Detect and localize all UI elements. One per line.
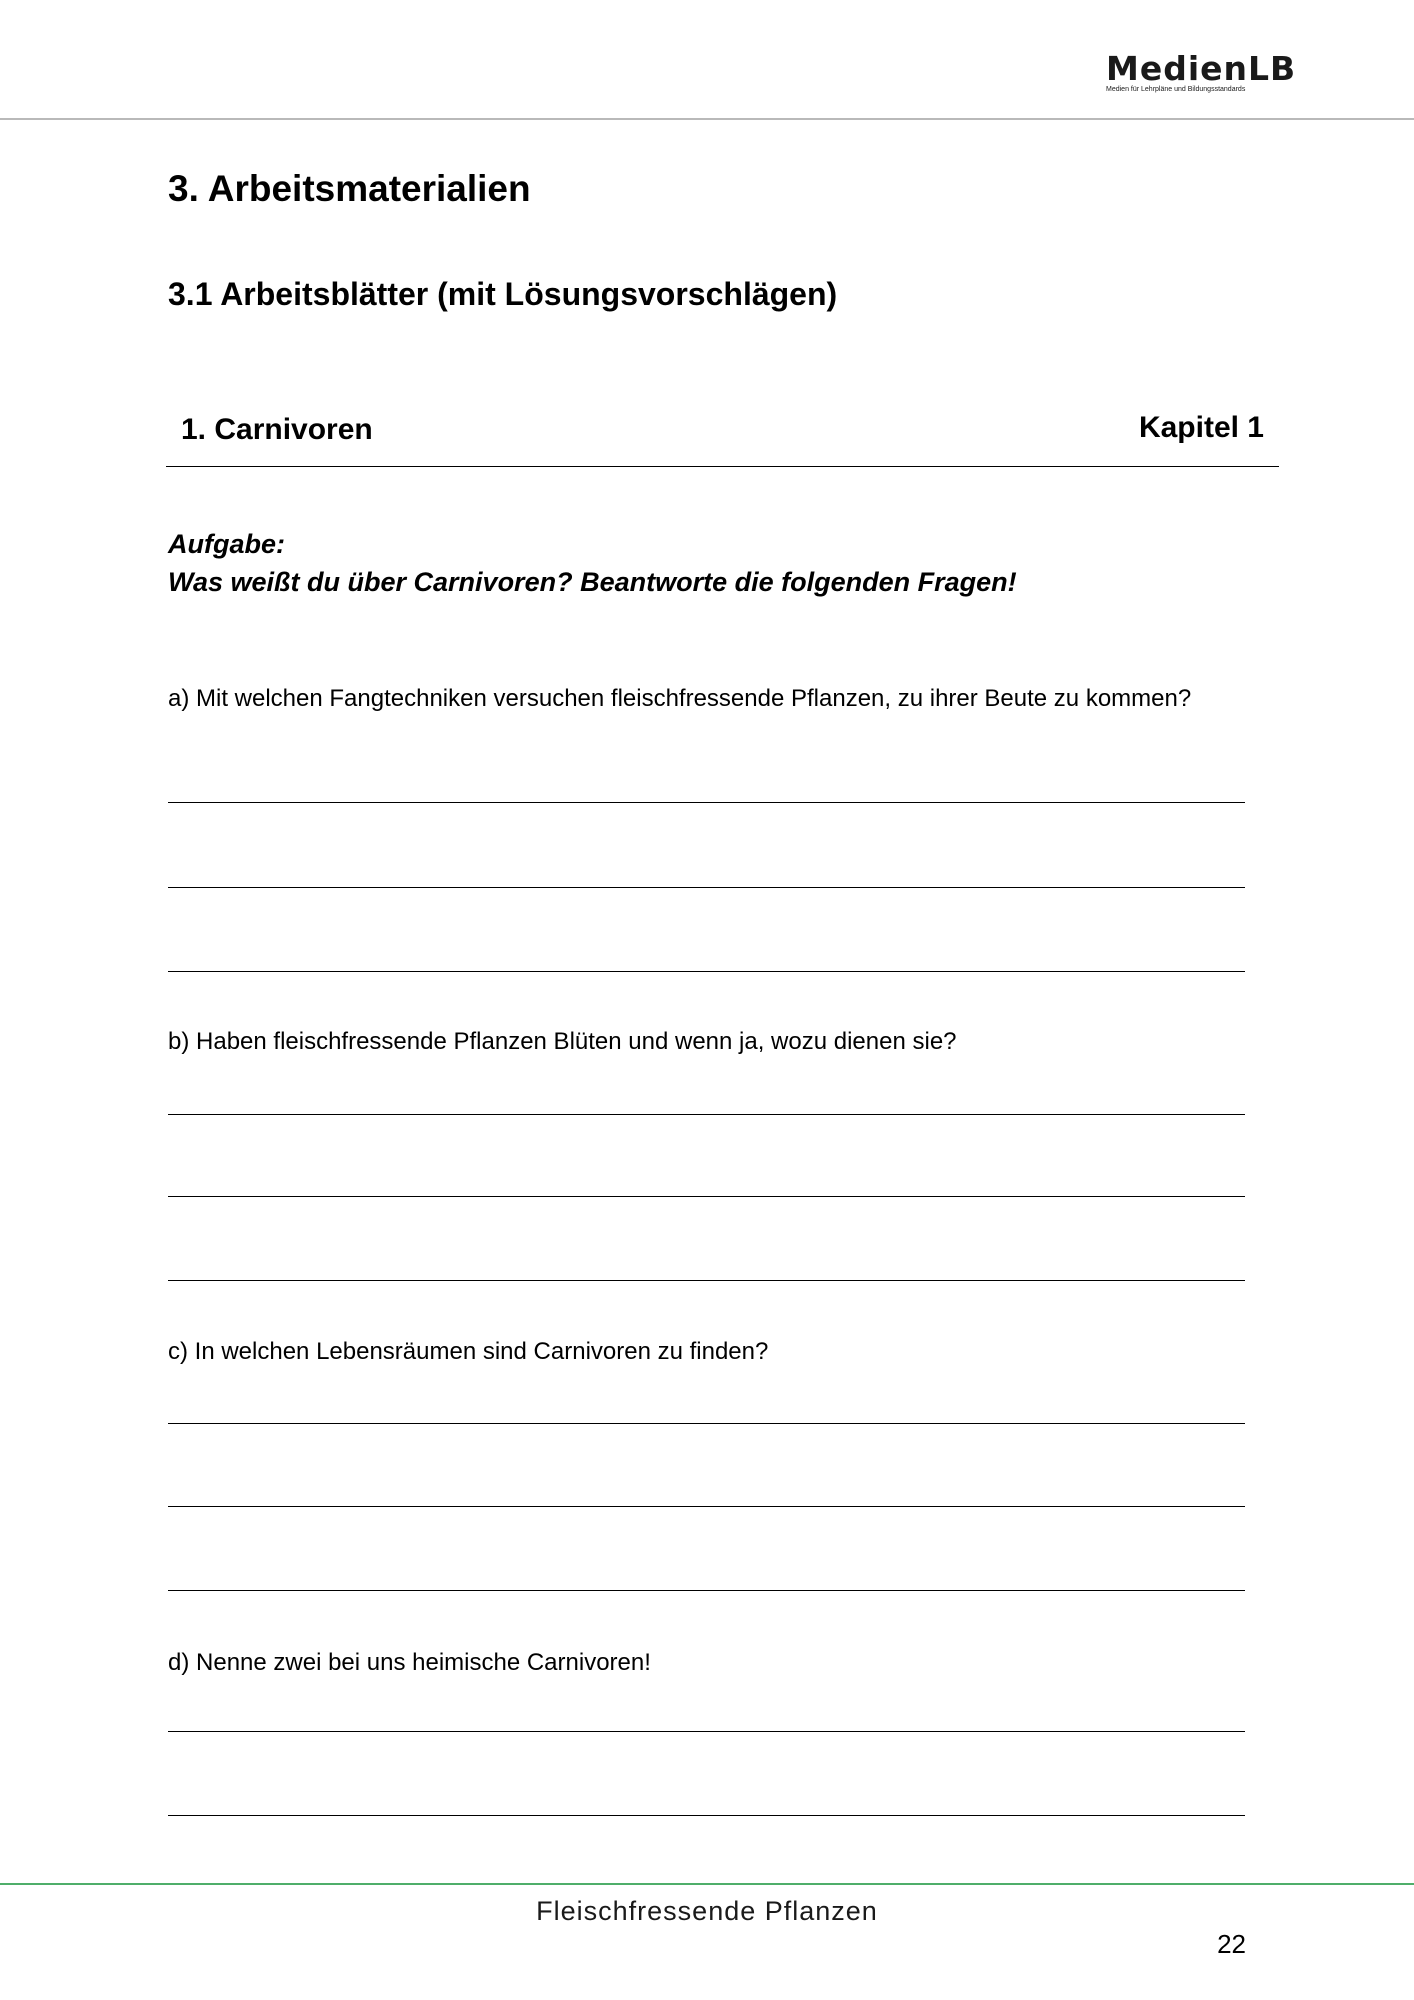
title-divider <box>166 466 1279 467</box>
chapter-label: Kapitel 1 <box>1138 411 1264 444</box>
answer-line <box>168 1196 1245 1197</box>
footer-title: Fleischfressende Pflanzen <box>536 1896 878 1926</box>
task-block <box>168 525 1017 601</box>
question-d: d) Nenne zwei bei uns heimische Carnivoren! <box>168 1649 651 1676</box>
medienlb-logo <box>1106 49 1297 93</box>
question-b: b) Haben fleischfressende Pflanzen Blüten und wenn ja, wozu dienen sie? <box>168 1028 957 1055</box>
header-divider <box>0 118 1414 120</box>
answer-line <box>168 887 1245 888</box>
answer-line <box>168 802 1245 803</box>
answer-line <box>168 1590 1245 1591</box>
answer-line <box>168 971 1245 972</box>
answer-line <box>168 1731 1245 1732</box>
page-number: 22 <box>1217 1929 1246 1959</box>
subsection-heading: 3.1 Arbeitsblätter (mit Lösungsvorschlägen) <box>168 276 838 312</box>
task-instruction: Was weißt du über Carnivoren? Beantworte die folgenden Fragen! <box>168 567 1017 597</box>
task-label: Aufgabe: <box>168 529 285 559</box>
answer-line <box>168 1815 1245 1816</box>
logo-subtitle: Medien für Lehrpläne und Bildungsstandards <box>1106 86 1246 93</box>
answer-line <box>168 1506 1245 1507</box>
worksheet-title: 1. Carnivoren <box>181 413 373 446</box>
question-c: c) In welchen Lebensräumen sind Carnivoren zu finden? <box>168 1338 769 1365</box>
answer-line <box>168 1280 1245 1281</box>
question-a: a) Mit welchen Fangtechniken versuchen fleischfressende Pflanzen, zu ihrer Beute zu kommen? <box>168 685 1192 712</box>
answer-line <box>168 1114 1245 1115</box>
footer-divider <box>0 1883 1414 1885</box>
logo-title: MedienLB <box>1106 49 1297 88</box>
section-heading: 3. Arbeitsmaterialien <box>168 168 531 209</box>
answer-line <box>168 1423 1245 1424</box>
